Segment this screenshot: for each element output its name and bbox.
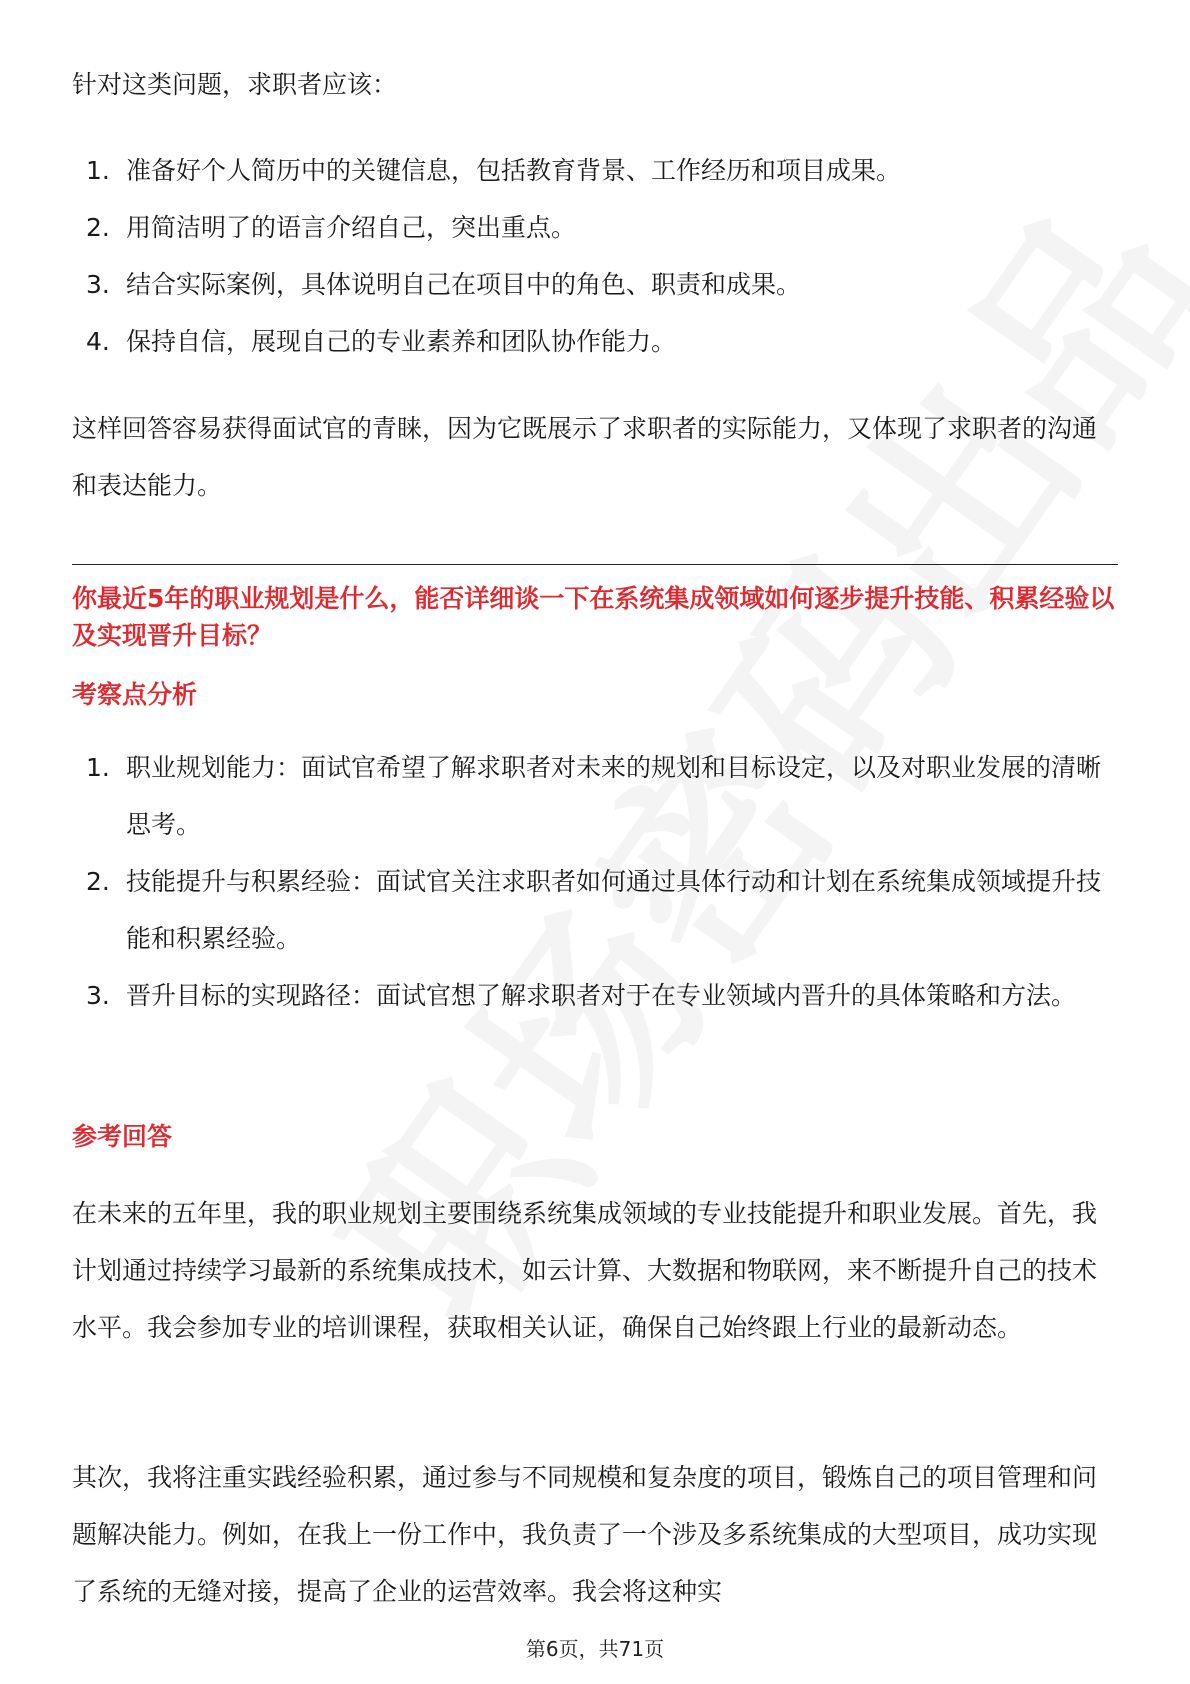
question-heading: 你最近5年的职业规划是什么，能否详细谈一下在系统集成领域如何逐步提升技能、积累经验以及实现晋升目标？ (72, 584, 1115, 650)
list-item-text: 保持自信，展现自己的专业素养和团队协作能力。 (126, 327, 677, 356)
list-item-text: 结合实际案例，具体说明自己在项目中的角色、职责和成果。 (126, 270, 802, 299)
list-number: 3. (86, 270, 110, 299)
list-number: 1. (86, 156, 110, 185)
list-item (72, 739, 1118, 853)
list-number: 2. (86, 867, 110, 896)
list-item-text: 技能提升与积累经验：面试官关注求职者如何通过具体行动和计划在系统集成领域提升技能和积累经验。 (126, 867, 1102, 953)
list-item-text: 晋升目标的实现路径：面试官想了解求职者对于在专业领域内晋升的具体策略和方法。 (126, 981, 1077, 1010)
analysis-list (72, 739, 1118, 1024)
list-item (72, 199, 1118, 256)
list-item (72, 967, 1118, 1024)
list-number: 1. (86, 753, 110, 782)
list-item (72, 313, 1118, 370)
list-item (72, 853, 1118, 967)
list-item-text: 用简洁明了的语言介绍自己，突出重点。 (126, 213, 577, 242)
section-divider (72, 564, 1118, 565)
page-footer: 第6页，共71页 (525, 1637, 665, 1661)
tips-list (72, 142, 1118, 370)
intro-text: 针对这类问题，求职者应该： (72, 70, 398, 99)
list-item-text: 准备好个人简历中的关键信息，包括教育背景、工作经历和项目成果。 (126, 156, 902, 185)
answer-heading: 参考回答 (72, 1122, 173, 1151)
conclusion-text: 这样回答容易获得面试官的青睐，因为它既展示了求职者的实际能力，又体现了求职者的沟通和表达能力。 (72, 414, 1098, 500)
analysis-heading: 考察点分析 (72, 680, 198, 709)
list-number: 4. (86, 327, 110, 356)
list-number: 3. (86, 981, 110, 1010)
answer-paragraph: 在未来的五年里，我的职业规划主要围绕系统集成领域的专业技能提升和职业发展。首先，我计划通过持续学习最新的系统集成技术，如云计算、大数据和物联网，来不断提升自己的技术水平。我会参加专业的培训课程，获取相关认证，确保自己始终跟上行业的最新动态。 (72, 1199, 1098, 1342)
list-item-text: 职业规划能力：面试官希望了解求职者对未来的规划和目标设定，以及对职业发展的清晰思考。 (126, 753, 1102, 839)
list-number: 2. (86, 213, 110, 242)
list-item (72, 256, 1118, 313)
list-item (72, 142, 1118, 199)
answer-paragraph: 其次，我将注重实践经验积累，通过参与不同规模和复杂度的项目，锻炼自己的项目管理和问题解决能力。例如，在我上一份工作中，我负责了一个涉及多系统集成的大型项目，成功实现了系统的无缝对接，提高了企业的运营效率。我会将这种实 (72, 1463, 1098, 1606)
